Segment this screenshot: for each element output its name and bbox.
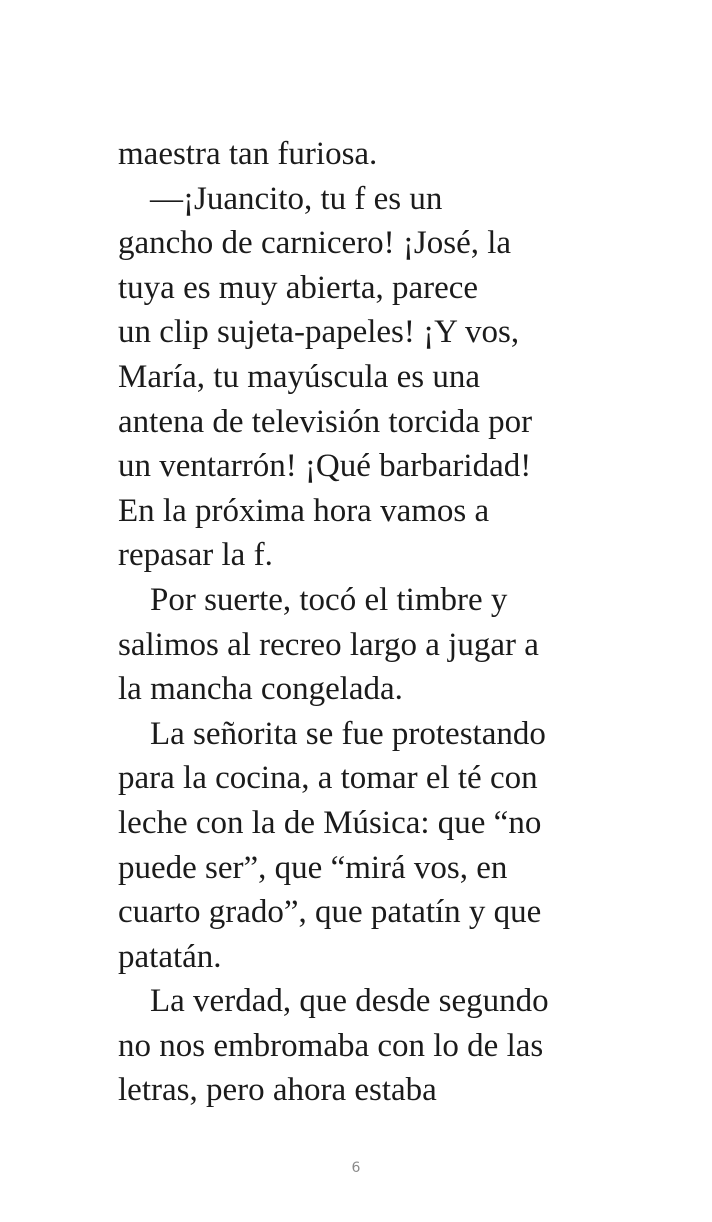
- text-line: letras, pero ahora estaba: [118, 1072, 437, 1109]
- text-line: En la próxima hora vamos a: [118, 492, 490, 529]
- text-line: patatán.: [118, 938, 222, 975]
- text-line: Por suerte, tocó el timbre y: [150, 581, 508, 618]
- text-line: —¡Juancito, tu f es un: [150, 180, 443, 217]
- text-line: La señorita se fue protestando: [150, 715, 546, 752]
- body-text: [118, 132, 618, 1113]
- text-line: repasar la f.: [118, 537, 273, 574]
- text-line: puede ser”, que “mirá vos, en: [118, 849, 508, 886]
- text-line: leche con la de Música: que “no: [118, 804, 542, 841]
- text-line: salimos al recreo largo a jugar a: [118, 626, 539, 663]
- text-line: cuarto grado”, que patatín y que: [118, 894, 542, 931]
- text-line: un ventarrón! ¡Qué barbaridad!: [118, 448, 532, 485]
- text-line: La verdad, que desde segundo: [150, 983, 549, 1020]
- text-line: no nos embromaba con lo de las: [118, 1027, 544, 1064]
- text-line: maestra tan furiosa.: [118, 136, 378, 172]
- text-line: tuya es muy abierta, parece: [118, 269, 479, 306]
- text-line: la mancha congelada.: [118, 671, 403, 708]
- text-line: gancho de carnicero! ¡José, la: [118, 225, 512, 262]
- text-line: para la cocina, a tomar el té con: [118, 760, 538, 797]
- text-line: María, tu mayúscula es una: [118, 358, 480, 395]
- page-number: 6: [351, 1160, 361, 1176]
- text-line: un clip sujeta-papeles! ¡Y vos,: [118, 314, 520, 351]
- text-line: antena de televisión torcida por: [118, 403, 533, 440]
